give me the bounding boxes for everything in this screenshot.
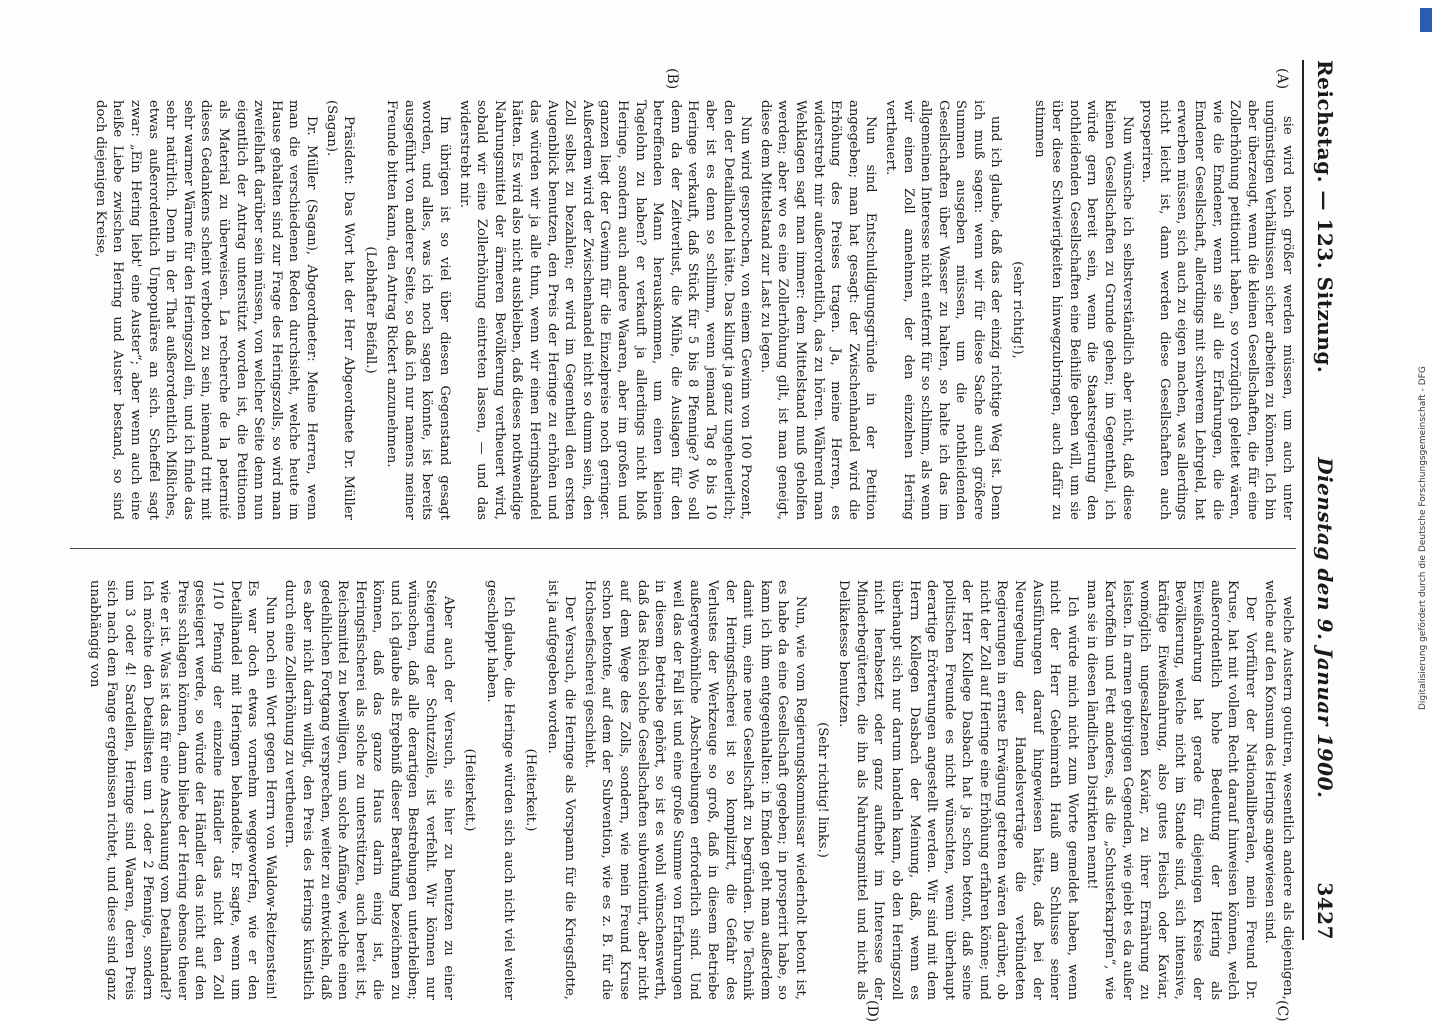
margin-mark-b: (B) [664, 68, 680, 90]
page-header [1308, 60, 1342, 940]
right-column [70, 580, 1296, 1000]
paragraph: Im übrigen ist so viel über diesen Gegenstand gesagt worden, und alles, was ich noch sagen könnte, ist bereits ausgeführt von anderer Seite, so daß ich nur namens meiner Freunde bitten kann, den Antrag Rickert anzunehmen. [384, 100, 453, 520]
paragraph: welche Austern goutiren, wesentlich andere als diejenigen, welche auf den Konsum des Herings angewiesen sind. [1262, 580, 1295, 1000]
paragraph: Nun noch ein Wort gegen Herrn von Waldow-Reitzenstein! Es war doch etwas vornehm weggeworfen, wie er den Detailhandel mit Heringen behandelte. Er sagte, wenn um 1/10 Pfennig der einzelne Händler das nicht den Zoll gesteigert werde, so würde der Händler das nicht auf den Preis schlagen können, dann bliebe der Hering ebenso theuer wie er ist. Was ist das für eine Anschauung vom Detailhandel? Ich möchte den Detaillisten um 1 oder 2 Pfennige, sondern um 3 oder 4! Sardellen, Heringe sind Waaren, deren Preis sich nach dem Fange ergebnissen richtet, und diese sind ganz unabhängig von [86, 580, 278, 1000]
header-date: Dienstag den 9. Januar 1900. [1313, 457, 1337, 799]
digitization-note: Digitalisierung gefördert durch die Deutsche Forschungsgemeinschaft - DFG [1418, 366, 1428, 710]
header-session: Reichstag. — 123. Sitzung. [1313, 60, 1337, 374]
paragraph: Der Versuch, die Heringe als Vorspann für die Kriegsflotte, ist ja aufgegeben worden. [544, 580, 578, 1000]
column-divider [70, 548, 1296, 549]
paragraph: und ich glaube, daß das der einzig richtige Weg ist. Denn ich muß sagen: wenn wir für diese Sache auch größere Summen ausgeben müssen, um die nothleidenden Gesellschaften über Wasser zu halten, so halte ich das im allgemeinen Interesse nicht entfernt für so schlimm, als wenn wir einen Zoll annehmen, der den einzelnen Hering vertheuert. [882, 100, 1004, 520]
paragraph: Der Vorführer der Nationalliberalen, mein Freund Dr. Kruse, hat mit vollem Recht darauf hinweisen können, welch außerordentlich hohe Bedeutung der Hering als Eiweißnahrung hat gerade für diejenigen Kreise der Bevölkerung, welche nicht im Stande sind, sich intensive, kräftige Eiweißnahrung, also gutes Fleisch oder Kaviar, womöglich ungesalzenen Kaviar, zu ihrer Ernährung zu leisten. In armen gebirgigen Gegenden, wie giebt es da außer Kartoffeln und Fett anderes, als die „Schusterkarpfen“, wie man sie in diesen ländlichen Distrikten nennt! [1084, 580, 1258, 1000]
paragraph: sie wird noch größer werden müssen, um auch unter ungünstigen Verhältnissen sicher arbeiten zu können. Ich bin aber überzeugt, wenn die kleinen Gesellschaften, die für eine Zollerhöhung petitionirt haben, so vorzüglich geleitet wären, wie die Emdener, wenn sie all die Erfahrungen, die die Emdener Gesellschaft, allerdings mit schwerem Lehrgeld, hat erwerben müssen, sich auch zu eigen machen, was allerdings nicht leicht ist, dann werden diese Gesellschaften auch prosperiren. [1139, 100, 1295, 520]
paragraph: Nun wird gesprochen, von einem Gewinn von 100 Prozent, den der Detailhandel hätte. Das klingt ja ganz ungeheuerlich; aber ist es denn so schlimm, wenn jemand Tag 8 bis 10 Heringe verkauft, daß Stück für 5 bis 8 Pfennige? Wo soll denn da der Zeitverlust, die Mühe, die Auslagen für den betreffenden Mann herauskommen, um einen kleinen Tagelohn zu haben? er verkauft ja allerdings nicht bloß Heringe, sondern auch andere Waaren, aber im großen und ganzen liegt der Gewinn für die Einzelpreise noch geringer. Außerdem wird der Zwischenhandel nicht so dumm sein, den Zoll selbst zu bezahlen; er wird im Gegentheil den ersten Augenblick benutzen, den Preis der Heringe zu erhöhen und das würden wir ja alle thun, wenn wir einen Heringshandel hätten. Es wird also nicht ausbleiben, daß dieses nothwendige Nahrungsmittel der ärmeren Bevölkerung vertheuert wird, sobald wir eine Zollerhöhung eintreten lassen, — und das widerstrebt mir. [456, 100, 754, 520]
left-column [70, 100, 1296, 520]
interjection: (Lebhafter Beifall.) [362, 246, 378, 374]
paragraph: Nun wünsche ich selbstverständlich aber nicht, daß diese kleinen Gesellschaften zu Grunde gehen; im Gegentheil, ich würde gern bereit sein, wenn die Staatsregierung den nothleidenden Gesellschaften eine Beihilfe geben will, um sie über diese Schwierigkeiten hinwegzubringen, auch dafür zu stimmen [1031, 100, 1135, 520]
interjection: (sehr richtig!), [1010, 261, 1026, 359]
interjection: (Heiterkeit.) [523, 748, 539, 832]
margin-mark-d: (D) [864, 1000, 880, 1022]
paragraph: Aber auch der Versuch, sie hier zu benutzen zu einer Steigerung der Schutzzölle, ist verfehlt. Wir können nur wünschen, daß alle derartigen Bestrebungen unterbleiben; und ich glaube als Ergebniß dieser Berathung bezeichnen zu können, daß das ganze Haus darin einig ist, die Heringsfischerei als solche zu unterstützen, auch bereit ist, Reichsmittel zu bewilligen, um solche Anfänge, welche einen gedeihlichen Fortgang versprechen, weiter zu entwickeln, daß es aber nicht darin willigt, den Preis des Herings künstlich durch eine Zollerhöhung zu vertheuern. [282, 580, 456, 1000]
paragraph: Nun, wie vom Regierungskommissar wiederholt betont ist, es habe da eine Gesellschaft gegeben; in prosperirt habe, so kann ich ihm entgegenhalten: in Emden geht man außerdem damit um, eine neue Gesellschaft zu begründen. Die Technik der Heringsfischerei ist so komplizirt, die Gefahr des Verlustes der Werkzeuge so groß, daß in diesem Betriebe außergewöhnliche Abschreibungen erforderlich sind. Und weil das der Fall ist und eine große Summe von Erfahrungen in diesem Betriebe gehört, so ist es wohl wünschenswerth, daß das Reich solche Gesellschaften subventionirt, aber nicht auf dem Wege des Zolls, sondern, wie mein Freund Kruse schon betonte, auf dem der Subvention, wie es z. B. für die Hochseefischerei geschieht. [581, 580, 808, 1000]
paragraph: Nun sind Entschuldigungsgründe in der Petition angegeben; man hat gesagt: der Zwischenhandel wird die Erhöhung des Preises tragen. Ja, meine Herren, es widerstrebt mir außerordentlich, das zu hören. Während man Wehklagen sagt man immer: dem Mittelstand muß geholfen werden; aber wo es eine Zollerhöhung gilt, ist man geneigt, diese dem Mittelstand zur Last zu legen. [757, 100, 879, 520]
speaker-paragraph: Dr. Müller (Sagan), Abgeordneter: Meine Herren, wenn man die verschiedenen Reden durchsieht, welche heute im Hause gehalten sind zur Frage des Heringszolls, so wird man zweifelhaft darüber sein müssen, von welcher Seite denn nun eigentlich der Antrag unterstützt worden ist, die Petitionen als Material zu überweisen. La recherche de la paternité dieses Gedankens scheint verboten zu sein, niemand tritt mit sehr warmer Wärme für den Heringszoll ein, und ich finde das sehr natürlich. Denn in der That außerordentlich Mißliches, etwas außerordentlich Unpopuläres an sich. Scheffel sagt zwar: „Ein Hering liebt' eine Auster“; aber wenn auch eine heiße Liebe zwischen Hering und Auster bestand, so sind doch diejenigen Kreise, [92, 100, 319, 520]
interjection: (Sehr richtig! links.) [814, 722, 830, 858]
paragraph: Ich glaube, die Heringe würden sich auch nicht viel weiter geschleppt haben. [483, 580, 517, 1000]
paragraph: Ich würde mich nicht zum Worte gemeldet haben, wenn nicht der Herr Geheimrath Hauß am Schlusse seiner Ausführungen darauf hingewiesen hätte, daß bei der Neuregelung der Handelsverträge die verbündeten Regierungen in ernste Erwägung getreten wären darüber, ob nicht der Zoll auf Heringe eine Erhöhung erfahren könne; und der Herr Kollege Dasbach hat ja schon betont, daß seine politischen Freunde es nicht wünschten, wenn überhaupt derartige Erörterungen angestellt werden. Wir sind mit dem Herrn Kollegen Dasbach der Meinung, daß, wenn es überhaupt sich nur darum handeln kann, ob den Heringszoll nicht herabsetzt oder ganz aufhebt im Interesse der Minderbegüterten, die ihn als Nahrungsmittel und nicht als Delikatesse benutzen. [836, 580, 1080, 1000]
page-number: 3427 [1313, 882, 1337, 940]
speaker-paragraph: Präsident: Das Wort hat der Herr Abgeordnete Dr. Müller (Sagan). [323, 100, 357, 520]
margin-mark-a: (A) [1274, 68, 1290, 90]
margin-mark-c: (C) [1274, 1000, 1290, 1022]
header-rule [1302, 60, 1304, 940]
interjection: (Heiterkeit.) [462, 748, 478, 832]
